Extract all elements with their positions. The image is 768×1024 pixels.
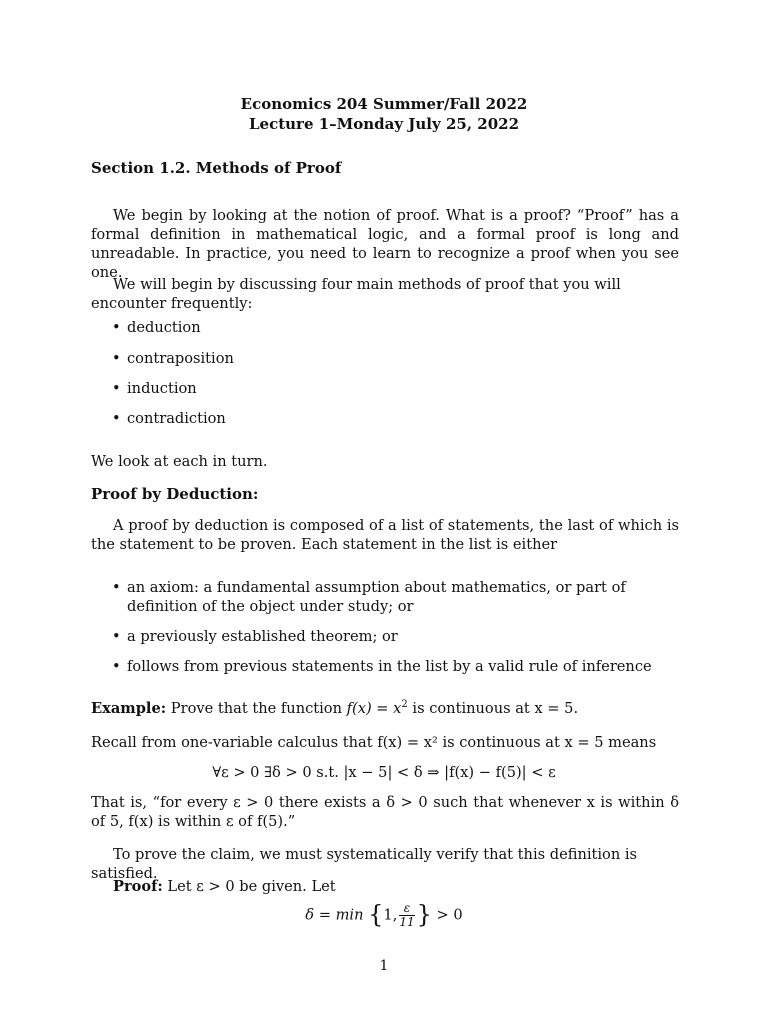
right-brace: }	[416, 900, 432, 929]
section-heading: Section 1.2. Methods of Proof	[91, 159, 342, 177]
example-function: f(x) = x	[346, 700, 402, 717]
bullet-icon: •	[112, 579, 121, 596]
that-is-paragraph: That is, “for every ε > 0 there exists a δ > 0 such that whenever x is within δ of 5, f(x) is within ε of f(5).”	[91, 794, 679, 830]
bullet-icon: •	[112, 380, 121, 397]
lecture-title-line2: Lecture 1–Monday July 25, 2022	[248, 115, 520, 133]
delta-one: 1,	[383, 906, 398, 924]
bullet-icon: •	[112, 628, 121, 645]
example-text-after: is continuous at x = 5.	[407, 700, 579, 717]
list-item-text: contradiction	[127, 410, 226, 427]
delta-rhs: > 0	[436, 906, 463, 924]
fraction-denominator: 11	[399, 915, 415, 929]
list-item-text: a previously established theorem; or	[127, 628, 398, 645]
delta-definition	[0, 902, 768, 929]
to-prove-paragraph: To prove the claim, we must systematically verify that this definition is satisfied.	[91, 846, 638, 882]
intro-paragraph-2: We will begin by discussing four main methods of proof that you will encounter frequently:	[91, 276, 621, 312]
example-label: Example:	[91, 700, 167, 717]
fraction-numerator: ε	[399, 902, 414, 916]
example-paragraph	[91, 699, 679, 718]
left-brace: {	[368, 900, 384, 929]
bullet-icon: •	[112, 410, 121, 427]
recall-paragraph: Recall from one-variable calculus that f(x) = x² is continuous at x = 5 means	[91, 734, 657, 751]
bullet-icon: •	[112, 350, 121, 367]
delta-lhs: δ = min	[305, 906, 364, 924]
list-item-text: deduction	[127, 319, 201, 336]
list-item-text: an axiom: a fundamental assumption about mathematics, or part of definition of the object under study; or	[127, 579, 626, 615]
bullet-icon: •	[112, 658, 121, 675]
epsilon-fraction	[399, 902, 414, 929]
intro-paragraph-1: We begin by looking at the notion of proof. What is a proof? “Proof” has a formal definition in mathematical logic, and a formal proof is long and unreadable. In practice, you need to learn to recognize a proof when you see one.	[91, 207, 679, 281]
example-exponent: 2	[401, 699, 408, 711]
proof-label: Proof:	[113, 878, 163, 895]
example-text-before: Prove that the function	[166, 700, 347, 717]
proof-paragraph	[91, 877, 679, 896]
deduction-heading: Proof by Deduction:	[91, 485, 259, 503]
list-item-text: follows from previous statements in the list by a valid rule of inference	[127, 658, 652, 675]
proof-text: Let ε > 0 be given. Let	[162, 878, 336, 895]
transition-text: We look at each in turn.	[91, 453, 268, 470]
lecture-title-line1: Economics 204 Summer/Fall 2022	[240, 95, 528, 113]
list-item-text: contraposition	[127, 350, 234, 367]
bullet-icon: •	[112, 319, 121, 336]
list-item-text: induction	[127, 380, 197, 397]
deduction-paragraph: A proof by deduction is composed of a list of statements, the last of which is the statement to be proven. Each statement in the list is either	[91, 517, 679, 553]
page-number: 1	[379, 958, 389, 974]
continuity-formula: ∀ε > 0 ∃δ > 0 s.t. |x − 5| < δ ⇒ |f(x) − f(5)| < ε	[212, 764, 556, 781]
